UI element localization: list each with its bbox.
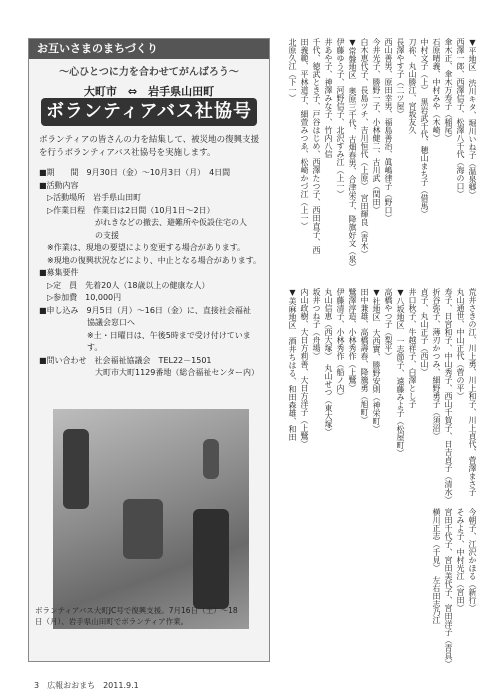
notice-subtitle: ～心ひとつに力を合わせてがんばろう～ [59,67,239,78]
notice-banner: ボランティアバス社協号 [41,98,257,126]
detail-line: ▷作業日程 作業日は2日間（10月1日～2日） [39,205,215,215]
name-column: 高橋やつ子（梨平） [384,288,393,360]
donor-list [278,38,478,668]
page-footer: 3 広報おおまち 2011.9.1 [34,681,139,690]
worker-figure [203,439,219,479]
volunteer-bus-notice [28,38,270,662]
worker-figure [63,429,89,509]
detail-line: ■活動内容 [39,180,79,190]
name-column: 田義範、平林道子、細萱みつゑ、松崎かづ江（上一） [300,38,309,230]
name-column: 伊藤清子、小林秀作（船ノ内） [336,288,345,400]
detail-line: がれきなどの撤去、避難所や仮設住宅の人 [39,218,247,227]
photo-caption: ボランティアバス大町JC号で復興支援。7月16日（土）～18日（月）、岩手県山田町でボランティア作業。 [35,606,238,626]
name-column: 荒井さきの江、川上勇、川上和子、川上貞代、菅澤まさ子 [468,288,477,496]
name-column: 傘木正、傘木万寿子（稲尾） [444,38,453,142]
name-column: 丸山通世、中山正代（菅の平） [456,288,465,400]
detail-line: ■申し込み 9月5日（月）～16日（金）に、直接社会福祉 [39,305,251,315]
name-column: 白木恵代子、長島ツチ、吉川恒代（上原） 宮田輝良（青木） [360,38,369,258]
name-column: 宮田千代子、宮田美代子、宮田洋子（青具） [444,508,453,668]
name-column: 北原久江（下一） [288,38,297,102]
detail-line: 大町市大町1129番地（総合福祉センター内） [39,368,260,377]
name-column: そみよ子、中村光江（宮田） [456,508,465,612]
name-column: 横川正志（千見） 左右田志乃江 [432,508,441,624]
name-column: 井口秋子、牛越祥子、白澤とし子 [408,288,417,408]
name-column: 石原晴義、中村みや（木崎） [432,38,441,142]
name-column: 井あや子、神澤みな子、竹内八信 [324,38,333,158]
detail-line: ※作業は、現地の要望により変更する場合があります。 [39,243,246,252]
name-column: 丸山信恵（西大塚） 丸山せつ（東大塚） [324,288,333,436]
detail-line: ▷活動場所 岩手県山田町 [39,193,142,202]
name-column: 西澤一郎、西澤信子、松澤八千代（海の口） [456,38,465,198]
name-column: 中村文子（上） 黒岩武千代、穂山まち子（借馬） [420,38,429,218]
detail-line: ▷定 員 先着20人（18歳以上の健康な人） [39,280,210,290]
detail-line: ▷参加費 10,000円 [39,293,122,302]
name-column: ▼八坂地区 一志節子、遠藤みよ子（松屋町） [396,288,405,457]
name-column: 長澤やす子（二ツ屋） [396,38,405,118]
name-column: 伊藤ゆう子、河野信子、北沢すみ江（上一） [336,38,345,198]
name-column: 今朝子、江沢かほる（新行） [468,508,477,612]
name-column: ▼平地区 渋川キタ、堀川いね子（温泉郷） [468,38,477,199]
name-column: ▼常盤地区 奥原三千代、古畑春男、合津栄子、降旗好文（泉） [348,38,357,271]
name-column: 折谷弥子、薄刃かつみ、細野勇子（須沼） [432,288,441,440]
name-column: 田中兼雄、高橋壽春、降籏勇（旭町） [360,288,369,424]
notice-title: お互いさまのまちづくり [29,39,269,59]
notice-details [39,167,265,380]
name-column: 寿子、日宮和子、中山秀子、西山千賀子、日吉貞子（清水） [444,288,453,504]
detail-line: 協議会窓口へ [39,318,135,327]
name-column: 刀祢、丸山勝江、宮坂友久 [408,38,417,134]
name-column: 今井光子、勝野一子、小林健二、古川武（閏田） [372,38,381,214]
detail-line: ■期 間 9月30日（金）～10月3日（月） 4日間 [39,168,231,177]
detail-line: ■問い合わせ 社会福祉協議会 TEL22－1501 [39,355,212,365]
detail-line: ※土・日曜日は、午後5時まで受け付けていま [39,330,251,340]
notice-towns: 大町市 ⇔ 岩手県山田町 [83,85,215,98]
detail-line: ■募集要件 [39,268,79,277]
detail-line: の支援 [39,230,119,240]
name-column: 坂井つね子（舟場） [312,288,321,360]
name-column: 貞子、丸山正子（西山） [420,288,429,376]
name-column: 鷺澤淳造、小林秀作（上鷺） [348,288,357,392]
name-column: ▼美麻地区 酒井ちはる、和田森雄、和田 [288,288,297,441]
detail-line: ※現地の復興状況などにより、中止となる場合があります。 [39,255,262,265]
worker-figure [123,499,163,559]
volunteer-photo [53,409,249,629]
name-column: 西山善男、原田幸男、福島善治、眞嶋律子（野口） [384,38,393,222]
detail-line: す。 [39,343,103,352]
name-column: 千代、徳武とき子、戸谷はじめ、西澤たつ子、西田直子、西 [312,38,321,254]
name-column: ▼社地区 大西實、勝野安則（神栄町） [372,288,381,433]
name-column: 内山政樹、大日方莉善、大日方洋子（上鷺） [300,288,309,448]
worker-figure [193,509,229,609]
notice-intro: ボランティアの皆さんの力を結集して、被災地の復興支援を行うボランティアバス社協号を実施します。 [39,135,260,158]
